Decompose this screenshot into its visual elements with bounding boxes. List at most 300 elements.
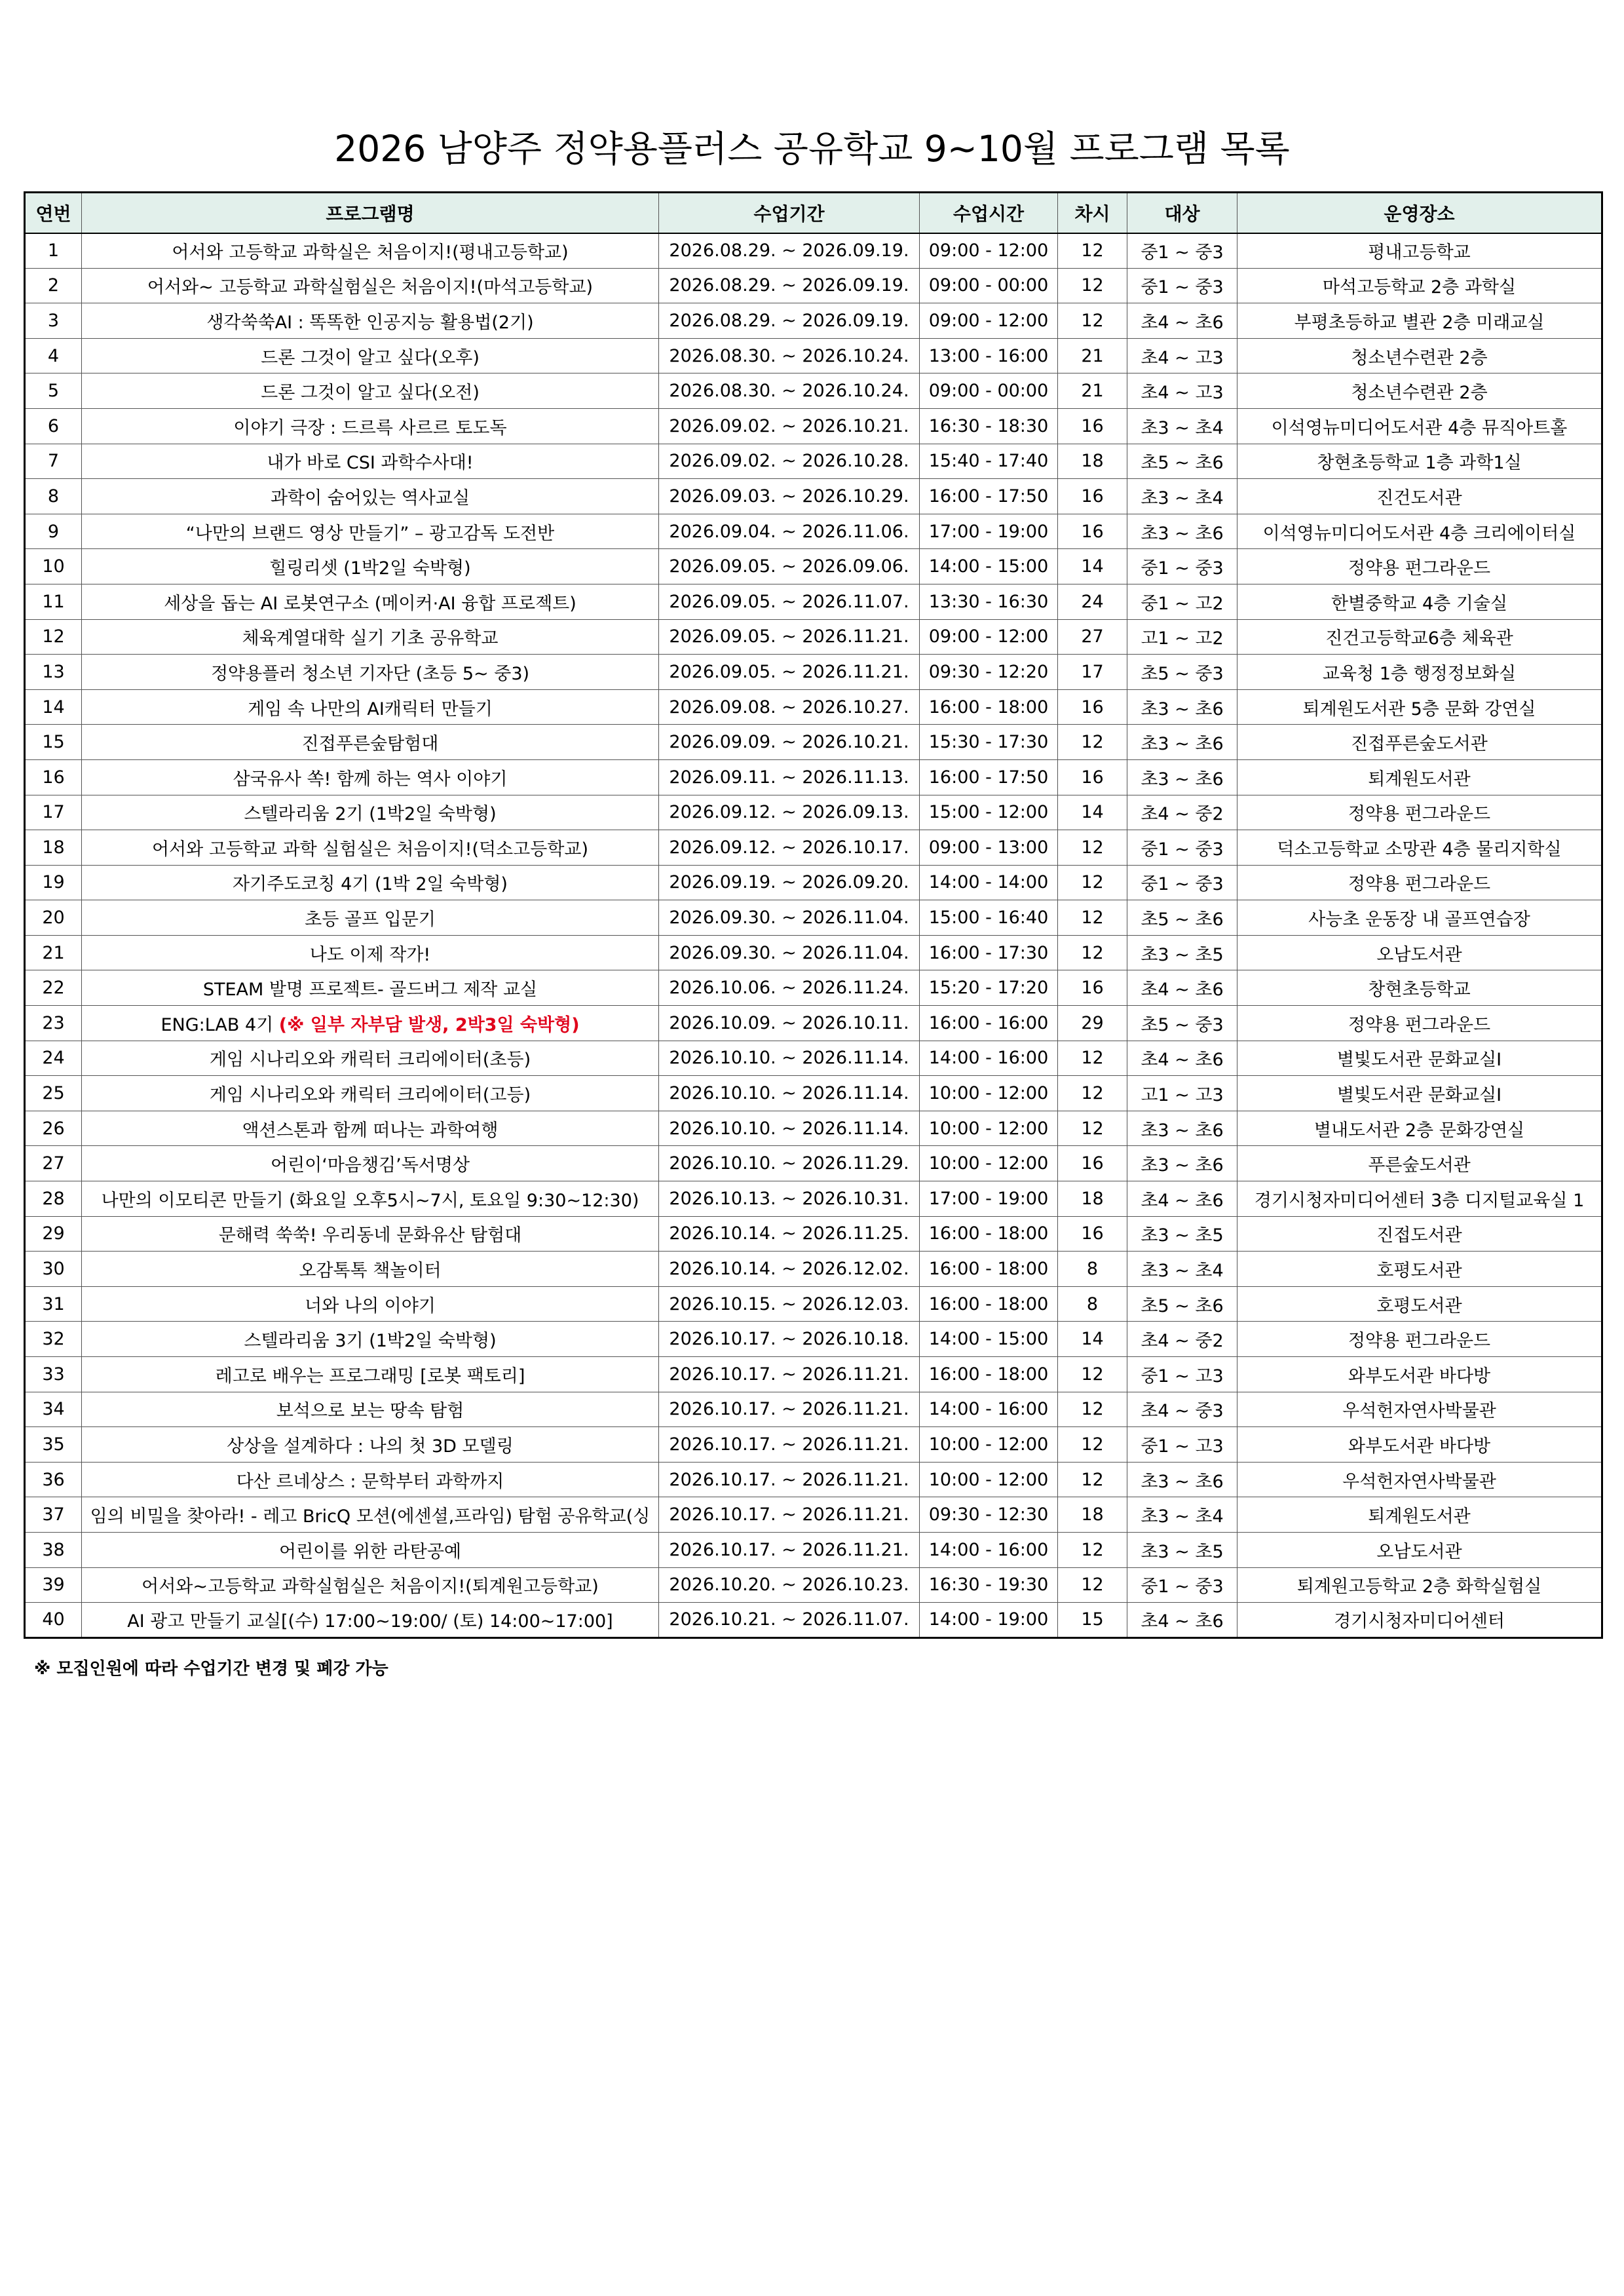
cell-period	[659, 1076, 920, 1111]
cell-period	[659, 1567, 920, 1603]
cell-period	[659, 373, 920, 409]
cell-target-text: 중1 ~ 고3	[1141, 1366, 1224, 1387]
cell-no-text: 16	[42, 767, 65, 788]
table-row	[25, 1532, 1602, 1567]
cell-period-text: 2026.10.14. ~ 2026.12.02.	[669, 1259, 909, 1280]
cell-sessions	[1058, 408, 1127, 444]
cell-program-name-text: 보석으로 보는 땅속 탐험	[276, 1401, 464, 1422]
cell-place	[1237, 1111, 1602, 1146]
cell-time-text: 16:00 - 17:50	[928, 486, 1049, 507]
cell-period	[659, 233, 920, 269]
cell-target	[1127, 1252, 1237, 1287]
cell-time-text: 10:00 - 12:00	[928, 1469, 1049, 1490]
cell-time	[920, 759, 1058, 795]
cell-target-text: 초4 ~ 초6	[1141, 312, 1224, 333]
cell-place-text: 진건도서관	[1376, 488, 1462, 508]
cell-target-text: 초3 ~ 초6	[1141, 1471, 1224, 1492]
cell-no-text: 35	[42, 1434, 65, 1455]
cell-place	[1237, 233, 1602, 269]
cell-place-text: 경기시청자미디어센터 3층 디지털교육실 1	[1254, 1190, 1585, 1211]
cell-place	[1237, 549, 1602, 584]
cell-place	[1237, 689, 1602, 725]
cell-no-text: 28	[42, 1188, 65, 1209]
table-row	[25, 795, 1602, 830]
cell-time	[920, 970, 1058, 1006]
cell-period-text: 2026.10.10. ~ 2026.11.14.	[669, 1118, 909, 1139]
cell-sessions	[1058, 303, 1127, 339]
cell-program-name	[82, 725, 659, 760]
cell-target	[1127, 1006, 1237, 1041]
cell-sessions	[1058, 1462, 1127, 1497]
cell-sessions	[1058, 725, 1127, 760]
table-row	[25, 689, 1602, 725]
cell-target-text: 초3 ~ 초5	[1141, 944, 1224, 965]
warning-text: (※ 일부 자부담 발생, 2박3일 숙박형)	[278, 1014, 580, 1035]
cell-target	[1127, 900, 1237, 936]
cell-place	[1237, 373, 1602, 409]
cell-target	[1127, 303, 1237, 339]
cell-target-text: 초4 ~ 중2	[1141, 1331, 1224, 1352]
cell-target-text: 초4 ~ 고3	[1141, 347, 1224, 368]
cell-sessions	[1058, 1111, 1127, 1146]
cell-no	[25, 830, 82, 866]
cell-no	[25, 268, 82, 303]
cell-sessions	[1058, 970, 1127, 1006]
cell-time	[920, 373, 1058, 409]
cell-period	[659, 900, 920, 936]
cell-place-text: 퇴계원고등학교 2층 화학실험실	[1296, 1577, 1542, 1598]
cell-target-text: 초4 ~ 초6	[1141, 980, 1224, 1001]
table-row	[25, 900, 1602, 936]
cell-period	[659, 1603, 920, 1638]
cell-target	[1127, 655, 1237, 690]
cell-program-name-text: 드론 그것이 알고 싶다(오전)	[261, 383, 480, 404]
cell-program-name-text: ENG:LAB 4기	[161, 1014, 279, 1035]
cell-program-name	[82, 970, 659, 1006]
cell-sessions-text: 29	[1081, 1012, 1104, 1033]
cell-time-text: 09:30 - 12:30	[928, 1504, 1049, 1525]
cell-no	[25, 1006, 82, 1041]
cell-no	[25, 970, 82, 1006]
cell-sessions	[1058, 689, 1127, 725]
cell-time	[920, 1357, 1058, 1392]
table-row	[25, 725, 1602, 760]
table-row	[25, 970, 1602, 1006]
cell-target	[1127, 970, 1237, 1006]
cell-sessions	[1058, 479, 1127, 514]
cell-no-text: 10	[42, 556, 65, 577]
footnote: ※ 모집인원에 따라 수업기간 변경 및 폐강 가능	[34, 1659, 388, 1679]
cell-period	[659, 444, 920, 479]
cell-target	[1127, 1216, 1237, 1252]
cell-program-name	[82, 900, 659, 936]
cell-target	[1127, 584, 1237, 619]
cell-program-name-text: 어서와~ 고등학교 과학실험실은 처음이지!(마석고등학교)	[147, 277, 594, 298]
table-row	[25, 1111, 1602, 1146]
cell-program-name	[82, 233, 659, 269]
cell-time	[920, 549, 1058, 584]
cell-sessions	[1058, 1181, 1127, 1217]
cell-program-name-text: 레고로 배우는 프로그래밍 [로봇 팩토리]	[215, 1366, 525, 1387]
cell-program-name	[82, 303, 659, 339]
cell-target-text: 초3 ~ 초6	[1141, 734, 1224, 755]
cell-program-name	[82, 1567, 659, 1603]
cell-period-text: 2026.09.12. ~ 2026.09.13.	[669, 802, 909, 823]
cell-no-text: 34	[42, 1399, 65, 1420]
cell-no	[25, 479, 82, 514]
cell-program-name	[82, 1392, 659, 1427]
cell-period-text: 2026.10.17. ~ 2026.11.21.	[669, 1504, 909, 1525]
cell-program-name-text: 어서와 고등학교 과학 실험실은 처음이지!(덕소고등학교)	[151, 839, 589, 860]
cell-no	[25, 1497, 82, 1533]
cell-place	[1237, 1497, 1602, 1533]
cell-target-text: 중1 ~ 고2	[1141, 593, 1224, 614]
cell-target-text: 초5 ~ 중3	[1141, 1014, 1224, 1035]
cell-program-name-text: “나만의 브랜드 영상 만들기” – 광고감독 도전반	[185, 523, 555, 544]
cell-time-text: 16:00 - 18:00	[928, 1364, 1049, 1385]
cell-period-text: 2026.08.29. ~ 2026.09.19.	[669, 310, 909, 331]
cell-no-text: 20	[42, 908, 65, 928]
cell-program-name	[82, 1603, 659, 1638]
cell-target-text: 중1 ~ 중3	[1141, 874, 1224, 895]
cell-period-text: 2026.09.19. ~ 2026.09.20.	[669, 872, 909, 893]
cell-time-text: 15:00 - 12:00	[928, 802, 1049, 823]
cell-place	[1237, 725, 1602, 760]
cell-target-text: 초3 ~ 초4	[1141, 417, 1224, 438]
cell-period-text: 2026.10.09. ~ 2026.10.11.	[669, 1012, 909, 1033]
cell-time	[920, 1286, 1058, 1322]
cell-period-text: 2026.10.17. ~ 2026.11.21.	[669, 1399, 909, 1420]
cell-program-name-text: 초등 골프 입문기	[305, 909, 436, 930]
cell-place-text: 창현초등학교	[1368, 980, 1471, 1001]
cell-sessions-text: 12	[1081, 942, 1104, 963]
cell-no	[25, 549, 82, 584]
cell-sessions	[1058, 655, 1127, 690]
cell-place	[1237, 408, 1602, 444]
cell-time-text: 13:00 - 16:00	[928, 345, 1049, 366]
cell-target-text: 초5 ~ 중3	[1141, 663, 1224, 684]
cell-time-text: 09:00 - 12:00	[928, 626, 1049, 647]
cell-no	[25, 514, 82, 549]
table-row	[25, 1357, 1602, 1392]
cell-time	[920, 1603, 1058, 1638]
cell-time-text: 10:00 - 12:00	[928, 1083, 1049, 1104]
cell-sessions	[1058, 1603, 1127, 1638]
cell-no-text: 5	[47, 381, 60, 402]
cell-sessions-text: 12	[1081, 1469, 1104, 1490]
cell-period-text: 2026.10.20. ~ 2026.10.23.	[669, 1575, 909, 1596]
cell-program-name-text: 힐링리셋 (1박2일 숙박형)	[269, 558, 471, 579]
cell-program-name-text: 생각쑥쑥AI : 똑똑한 인공지능 활용법(2기)	[206, 312, 534, 333]
cell-place	[1237, 1252, 1602, 1287]
cell-program-name	[82, 408, 659, 444]
cell-time	[920, 1111, 1058, 1146]
cell-no-text: 3	[47, 310, 60, 331]
table-row	[25, 1076, 1602, 1111]
cell-target-text: 초3 ~ 초6	[1141, 523, 1224, 544]
header-place: 운영장소	[1237, 193, 1602, 233]
cell-place	[1237, 1286, 1602, 1322]
cell-program-name-text: 게임 시나리오와 캐릭터 크리에이터(고등)	[209, 1085, 531, 1106]
cell-sessions	[1058, 1006, 1127, 1041]
cell-place	[1237, 1427, 1602, 1463]
cell-time-text: 16:30 - 18:30	[928, 415, 1049, 436]
cell-sessions-text: 12	[1081, 837, 1104, 858]
cell-place-text: 퇴계원도서관	[1368, 769, 1471, 790]
cell-no-text: 23	[42, 1012, 65, 1033]
cell-time-text: 09:00 - 12:00	[928, 310, 1049, 331]
cell-place-text: 진접도서관	[1376, 1225, 1462, 1246]
cell-target	[1127, 1462, 1237, 1497]
cell-program-name	[82, 514, 659, 549]
cell-period-text: 2026.10.13. ~ 2026.10.31.	[669, 1188, 909, 1209]
cell-no	[25, 444, 82, 479]
cell-program-name	[82, 1181, 659, 1217]
cell-sessions-text: 14	[1081, 802, 1104, 823]
cell-place	[1237, 1532, 1602, 1567]
cell-time	[920, 268, 1058, 303]
cell-time-text: 14:00 - 19:00	[928, 1609, 1049, 1630]
cell-time	[920, 408, 1058, 444]
cell-program-name	[82, 1497, 659, 1533]
cell-program-name-text: 상상을 설계하다 : 나의 첫 3D 모델링	[227, 1436, 514, 1457]
cell-time	[920, 1392, 1058, 1427]
cell-period-text: 2026.09.11. ~ 2026.11.13.	[669, 767, 909, 788]
cell-target-text: 초4 ~ 중3	[1141, 1401, 1224, 1422]
cell-time	[920, 1041, 1058, 1076]
cell-period	[659, 1216, 920, 1252]
cell-target-text: 초3 ~ 초6	[1141, 1155, 1224, 1176]
table-row	[25, 1216, 1602, 1252]
table-row	[25, 338, 1602, 373]
cell-target	[1127, 1497, 1237, 1533]
cell-sessions-text: 24	[1081, 591, 1104, 612]
cell-period-text: 2026.08.29. ~ 2026.09.19.	[669, 240, 909, 261]
cell-sessions	[1058, 584, 1127, 619]
cell-period	[659, 408, 920, 444]
cell-sessions-text: 16	[1081, 1223, 1104, 1244]
cell-place	[1237, 1357, 1602, 1392]
cell-no	[25, 865, 82, 900]
cell-place-text: 이석영뉴미디어도서관 4층 뮤직아트홀	[1271, 417, 1568, 438]
cell-sessions-text: 18	[1081, 1188, 1104, 1209]
cell-place	[1237, 970, 1602, 1006]
cell-target	[1127, 1322, 1237, 1357]
cell-target	[1127, 795, 1237, 830]
cell-time	[920, 514, 1058, 549]
cell-target-text: 초5 ~ 초6	[1141, 909, 1224, 930]
cell-sessions-text: 16	[1081, 978, 1104, 999]
table-row	[25, 1041, 1602, 1076]
cell-place-text: 이석영뉴미디어도서관 4층 크리에이터실	[1262, 523, 1576, 544]
cell-time	[920, 1567, 1058, 1603]
cell-time	[920, 303, 1058, 339]
table-row	[25, 1567, 1602, 1603]
cell-place	[1237, 1603, 1602, 1638]
cell-sessions	[1058, 1532, 1127, 1567]
table-row	[25, 935, 1602, 970]
table-row	[25, 1392, 1602, 1427]
table-row	[25, 549, 1602, 584]
cell-sessions-text: 16	[1081, 1153, 1104, 1174]
cell-program-name	[82, 935, 659, 970]
cell-time	[920, 619, 1058, 655]
cell-time	[920, 725, 1058, 760]
cell-no-text: 12	[42, 626, 65, 647]
cell-program-name	[82, 689, 659, 725]
cell-target	[1127, 479, 1237, 514]
cell-time-text: 09:00 - 13:00	[928, 837, 1049, 858]
cell-target-text: 초4 ~ 초6	[1141, 1190, 1224, 1211]
cell-no	[25, 655, 82, 690]
cell-no-text: 14	[42, 697, 65, 718]
cell-period-text: 2026.09.30. ~ 2026.11.04.	[669, 908, 909, 928]
cell-period-text: 2026.10.10. ~ 2026.11.14.	[669, 1083, 909, 1104]
cell-time	[920, 655, 1058, 690]
cell-place-text: 교육청 1층 행정정보화실	[1322, 663, 1517, 684]
cell-period-text: 2026.10.14. ~ 2026.11.25.	[669, 1223, 909, 1244]
cell-sessions-text: 12	[1081, 1083, 1104, 1104]
cell-period	[659, 619, 920, 655]
table-row	[25, 373, 1602, 409]
cell-place	[1237, 1392, 1602, 1427]
cell-program-name	[82, 1006, 659, 1041]
cell-target	[1127, 373, 1237, 409]
cell-period-text: 2026.09.03. ~ 2026.10.29.	[669, 486, 909, 507]
cell-place	[1237, 479, 1602, 514]
cell-period	[659, 1041, 920, 1076]
header-target: 대상	[1127, 193, 1237, 233]
cell-period	[659, 338, 920, 373]
cell-place-text: 진접푸른숲도서관	[1351, 734, 1488, 755]
cell-program-name	[82, 584, 659, 619]
cell-place-text: 별빛도서관 문화교실Ⅰ	[1336, 1085, 1502, 1106]
cell-period	[659, 1006, 920, 1041]
cell-program-name	[82, 830, 659, 866]
cell-target	[1127, 1286, 1237, 1322]
cell-sessions-text: 21	[1081, 345, 1104, 366]
cell-period	[659, 1497, 920, 1533]
cell-place	[1237, 1006, 1602, 1041]
cell-place-text: 호평도서관	[1376, 1261, 1462, 1282]
cell-place-text: 오남도서관	[1376, 944, 1462, 965]
header-program-name: 프로그램명	[82, 193, 659, 233]
cell-no	[25, 1252, 82, 1287]
cell-target-text: 고1 ~ 고3	[1141, 1085, 1224, 1106]
cell-time-text: 09:30 - 12:20	[928, 661, 1049, 682]
cell-sessions	[1058, 1146, 1127, 1181]
cell-place-text: 청소년수련관 2층	[1351, 347, 1488, 368]
cell-place	[1237, 1076, 1602, 1111]
cell-sessions-text: 17	[1081, 661, 1104, 682]
cell-period	[659, 1181, 920, 1217]
cell-place-text: 푸른숲도서관	[1368, 1155, 1471, 1176]
cell-no	[25, 689, 82, 725]
table-row	[25, 865, 1602, 900]
cell-period-text: 2026.09.05. ~ 2026.11.21.	[669, 661, 909, 682]
cell-program-name-text: 체육계열대학 실기 기초 공유학교	[242, 628, 499, 649]
cell-time-text: 14:00 - 15:00	[928, 556, 1049, 577]
cell-sessions	[1058, 795, 1127, 830]
table-row	[25, 1146, 1602, 1181]
cell-sessions	[1058, 759, 1127, 795]
cell-period	[659, 689, 920, 725]
cell-sessions-text: 18	[1081, 451, 1104, 472]
cell-place-text: 호평도서관	[1376, 1295, 1462, 1316]
cell-time	[920, 233, 1058, 269]
cell-program-name-text: 임의 비밀을 찾아라! - 레고 BricQ 모션(에센셜,프라임) 탐험 공유학교(싱	[90, 1506, 651, 1527]
header-period: 수업기간	[659, 193, 920, 233]
cell-target	[1127, 233, 1237, 269]
cell-no	[25, 935, 82, 970]
cell-time-text: 15:00 - 16:40	[928, 908, 1049, 928]
cell-sessions	[1058, 444, 1127, 479]
cell-target	[1127, 1041, 1237, 1076]
cell-no-text: 26	[42, 1118, 65, 1139]
cell-place	[1237, 1146, 1602, 1181]
cell-program-name-text: 과학이 숨어있는 역사교실	[270, 488, 470, 508]
cell-place-text: 정약용 펀그라운드	[1348, 874, 1491, 895]
cell-time-text: 16:00 - 18:00	[928, 1223, 1049, 1244]
cell-time-text: 16:00 - 18:00	[928, 697, 1049, 718]
cell-program-name-text: 스텔라리움 2기 (1박2일 숙박형)	[244, 804, 497, 825]
cell-period	[659, 865, 920, 900]
cell-place-text: 마석고등학교 2층 과학실	[1322, 277, 1517, 298]
cell-program-name	[82, 1216, 659, 1252]
cell-sessions	[1058, 935, 1127, 970]
cell-target	[1127, 1532, 1237, 1567]
cell-target-text: 초3 ~ 초4	[1141, 1261, 1224, 1282]
cell-program-name-text: 나만의 이모티콘 만들기 (화요일 오후5시~7시, 토요일 9:30~12:30)	[101, 1190, 639, 1211]
table-row	[25, 514, 1602, 549]
cell-time-text: 14:00 - 15:00	[928, 1329, 1049, 1350]
cell-period	[659, 514, 920, 549]
cell-sessions-text: 12	[1081, 732, 1104, 753]
cell-period-text: 2026.08.29. ~ 2026.09.19.	[669, 275, 909, 296]
cell-target-text: 고1 ~ 고2	[1141, 628, 1224, 649]
cell-target-text: 중1 ~ 중3	[1141, 839, 1224, 860]
table-row	[25, 408, 1602, 444]
cell-place-text: 우석헌자연사박물관	[1342, 1471, 1496, 1492]
table-row	[25, 1427, 1602, 1463]
cell-program-name-text: 세상을 돕는 AI 로봇연구소 (메이커·AI 융합 프로젝트)	[164, 593, 576, 614]
cell-target	[1127, 1603, 1237, 1638]
table-row	[25, 1252, 1602, 1287]
cell-sessions	[1058, 1252, 1127, 1287]
cell-sessions	[1058, 619, 1127, 655]
cell-program-name	[82, 655, 659, 690]
cell-place-text: 창현초등학교 1층 과학1실	[1317, 453, 1522, 474]
cell-place-text: 진건고등학교6층 체육관	[1325, 628, 1513, 649]
cell-target-text: 중1 ~ 중3	[1141, 1577, 1224, 1598]
cell-place	[1237, 1322, 1602, 1357]
cell-no	[25, 408, 82, 444]
cell-sessions	[1058, 373, 1127, 409]
cell-target	[1127, 619, 1237, 655]
cell-period	[659, 1532, 920, 1567]
cell-period	[659, 1322, 920, 1357]
cell-period-text: 2026.09.05. ~ 2026.11.21.	[669, 626, 909, 647]
cell-time-text: 15:30 - 17:30	[928, 732, 1049, 753]
cell-time-text: 14:00 - 16:00	[928, 1399, 1049, 1420]
cell-program-name-text: AI 광고 만들기 교실[(수) 17:00~19:00/ (토) 14:00~17:00]	[127, 1611, 613, 1632]
cell-time-text: 14:00 - 16:00	[928, 1048, 1049, 1069]
cell-sessions	[1058, 1497, 1127, 1533]
cell-period-text: 2026.09.12. ~ 2026.10.17.	[669, 837, 909, 858]
cell-no	[25, 1181, 82, 1217]
cell-sessions	[1058, 1076, 1127, 1111]
cell-no-text: 19	[42, 872, 65, 893]
